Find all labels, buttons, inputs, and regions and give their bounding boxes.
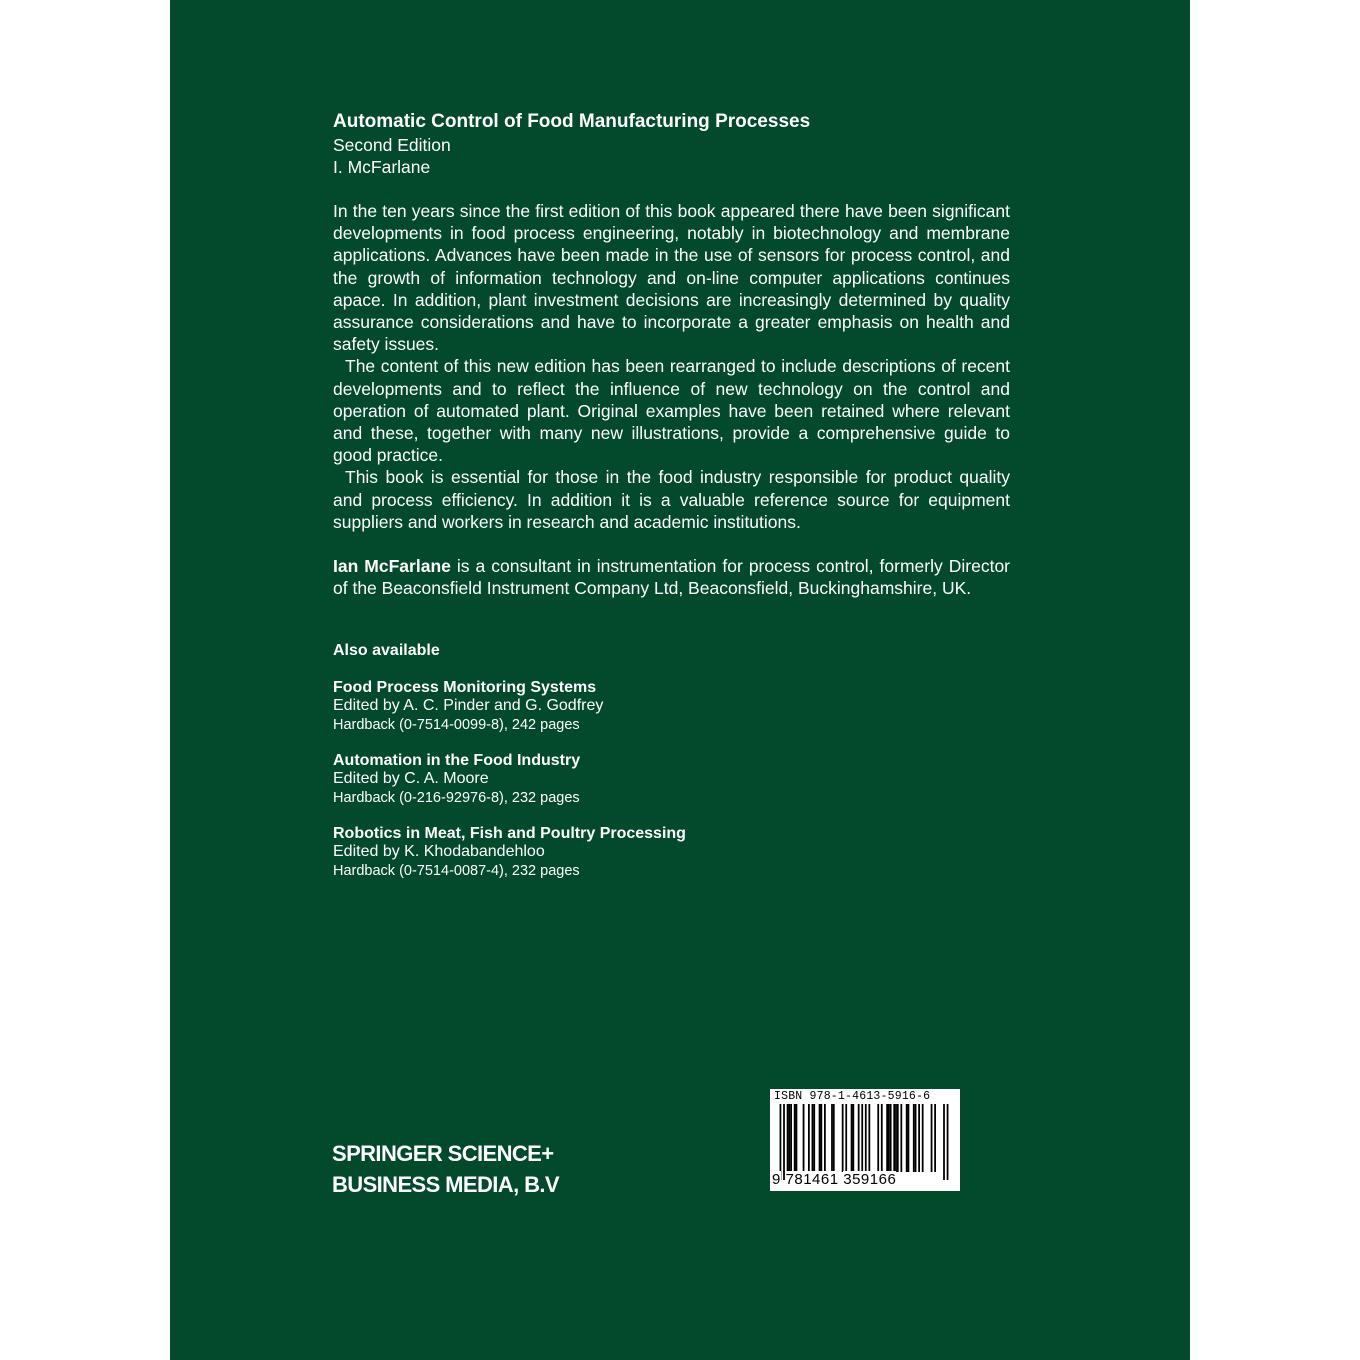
also-available-title: Robotics in Meat, Fish and Poultry Processing — [333, 825, 686, 843]
also-available-editors: Edited by K. Khodabandehloo — [333, 843, 545, 861]
barcode-bar — [803, 1104, 805, 1172]
blurb-paragraph: The content of this new edition has been rearranged to include descriptions of recent developments and to reflect the influence of new technology on the control and operation of automated plant. Original examples have been retained where relevant and these, together with many new illustrations, provide a comprehensive guide to good practice. — [333, 356, 1010, 466]
also-available-title: Food Process Monitoring Systems — [333, 679, 597, 697]
barcode-bar — [813, 1104, 815, 1172]
barcode-bar — [881, 1104, 883, 1172]
barcode-bar — [780, 1104, 782, 1180]
barcode-digits-right: 359166 — [843, 1171, 897, 1188]
barcode-bar — [913, 1104, 915, 1172]
back-cover — [170, 0, 1190, 1360]
also-available-editors: Edited by C. A. Moore — [333, 770, 489, 788]
barcode-bar — [831, 1104, 833, 1172]
barcode-bar — [842, 1104, 844, 1172]
barcode-bar — [918, 1104, 920, 1172]
cover-content — [333, 110, 1010, 897]
author-bio-name: Ian McFarlane — [333, 556, 451, 577]
barcode-bar — [906, 1104, 908, 1172]
barcode-bar — [877, 1104, 879, 1172]
barcode-bar — [787, 1104, 789, 1172]
barcode-bar — [852, 1104, 854, 1172]
barcode-bar — [865, 1104, 867, 1180]
barcode-bar — [947, 1104, 949, 1180]
also-available-item — [333, 824, 1010, 880]
also-available-item — [333, 751, 1010, 807]
isbn-barcode — [770, 1089, 960, 1191]
barcode-bar — [819, 1104, 821, 1172]
book-edition: Second Edition — [333, 135, 451, 155]
barcode-bar — [934, 1104, 936, 1172]
barcode-bar — [790, 1104, 792, 1172]
barcode-bar — [794, 1104, 796, 1172]
barcode-bar — [922, 1104, 924, 1172]
barcode-bar — [888, 1104, 890, 1172]
barcode-digits — [772, 1171, 896, 1188]
barcode-bar — [886, 1104, 888, 1172]
blurb-paragraph: This book is essential for those in the food industry responsible for product quality and process efficiency. In addition it is a valuable reference source for equipment suppliers and workers in research and academic institutions. — [333, 467, 1010, 532]
also-available-details: Hardback (0-7514-0087-4), 232 pages — [333, 862, 580, 879]
barcode-bar — [943, 1104, 945, 1180]
barcode-bar — [783, 1104, 785, 1180]
barcode-bar — [851, 1104, 853, 1172]
book-title: Automatic Control of Food Manufacturing Processes — [333, 111, 811, 132]
barcode-bar — [915, 1104, 917, 1172]
publisher-imprint — [332, 1138, 559, 1200]
barcode-bar — [908, 1104, 910, 1172]
barcode-digit-first: 9 — [772, 1171, 781, 1188]
also-available-editors: Edited by A. C. Pinder and G. Godfrey — [333, 697, 604, 715]
also-available-title: Automation in the Food Industry — [333, 752, 581, 770]
barcode-bar — [890, 1104, 892, 1172]
also-available-section — [333, 641, 1010, 880]
barcode-bar — [897, 1104, 899, 1172]
barcode-bar — [796, 1104, 798, 1172]
blurb — [333, 200, 1010, 533]
barcode-bar — [808, 1104, 810, 1172]
barcode-bar — [858, 1104, 860, 1172]
barcode-bar — [893, 1104, 895, 1172]
barcode-bar — [824, 1104, 826, 1172]
also-available-heading: Also available — [333, 642, 440, 660]
barcode-bar — [868, 1104, 870, 1172]
author-bio — [333, 555, 1010, 599]
barcode-bar — [845, 1104, 847, 1172]
barcode-bar — [788, 1104, 790, 1172]
barcode-bar — [900, 1104, 902, 1172]
barcode-bar — [820, 1104, 822, 1172]
also-available-item — [333, 678, 1010, 734]
barcode-bar — [895, 1104, 897, 1172]
also-available-details: Hardback (0-216-92976-8), 232 pages — [333, 789, 580, 806]
barcode-bar — [931, 1104, 933, 1172]
publisher-line: BUSINESS MEDIA, B.V — [332, 1172, 559, 1197]
publisher-line: SPRINGER SCIENCE+ — [332, 1141, 554, 1166]
also-available-details: Hardback (0-7514-0099-8), 242 pages — [333, 716, 580, 733]
book-author: I. McFarlane — [333, 157, 431, 177]
barcode-bar — [812, 1104, 814, 1172]
isbn-label: ISBN 978-1-4613-5916-6 — [774, 1090, 931, 1103]
blurb-paragraph: In the ten years since the first edition of this book appeared there have been significant developments in food process engineering, notably in biotechnology and membrane applications. Advances have been made in the use of sensors for process control, and the growth of information technology and on-line computer applications continues apace. In addition, plant investment decisions are increasingly determined by quality assurance considerations and have to incorporate a greater emphasis on health and safety issues. — [333, 201, 1010, 355]
barcode-bar — [861, 1104, 863, 1180]
barcode-bar — [833, 1104, 835, 1172]
barcode-digits-left: 781461 — [785, 1171, 839, 1188]
author-bio-text: is a consultant in instrumentation for process control, formerly Director of the Beaconsfield Instrument Company Ltd, Beaconsfield, Buckinghamshire, UK. — [333, 556, 1010, 599]
